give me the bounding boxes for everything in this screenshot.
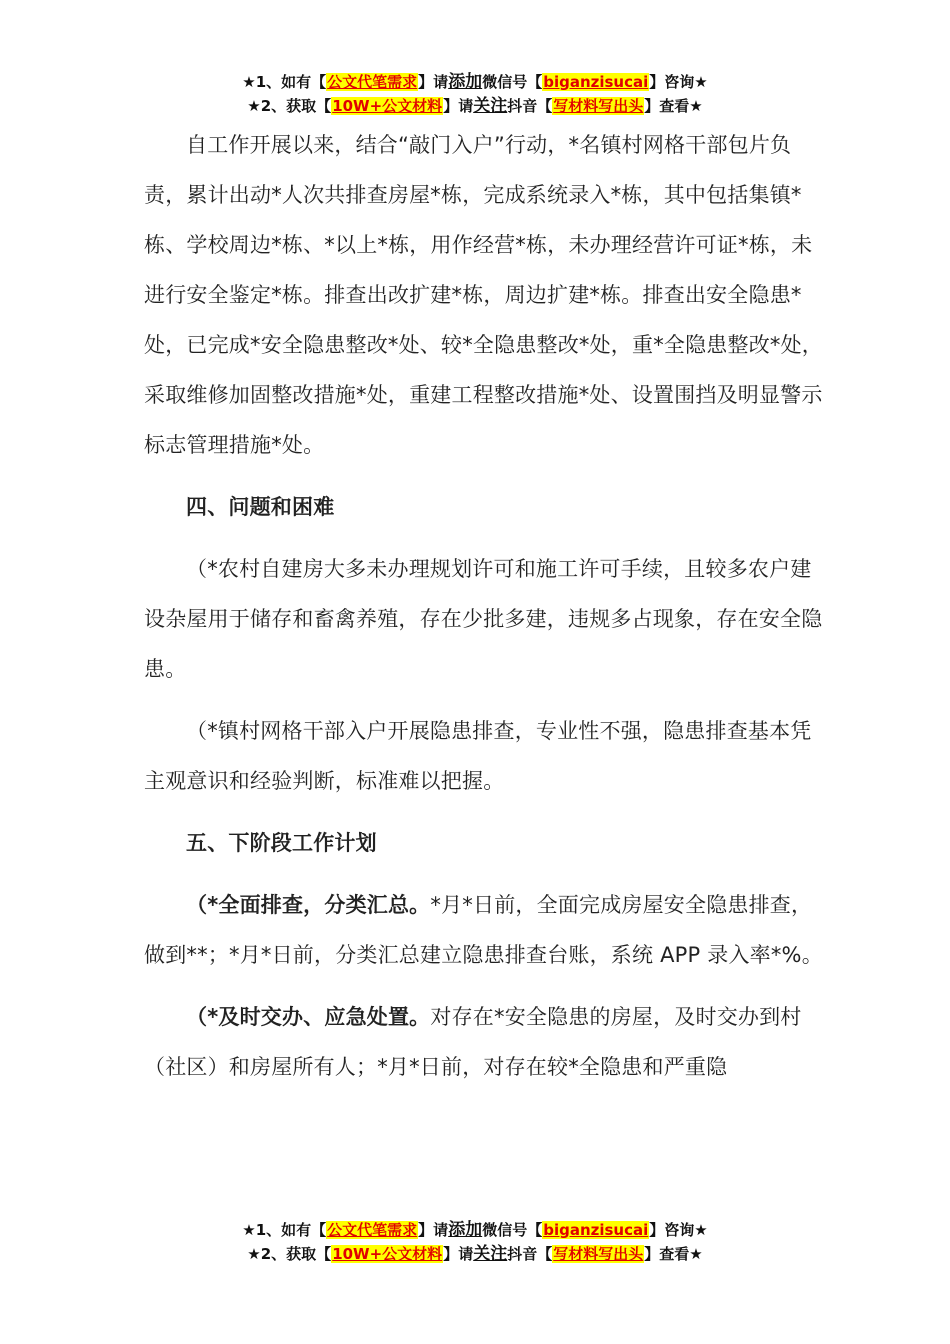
banner-text: 】请 [418,1221,449,1239]
banner-highlight: 写材料写出头 [553,1245,644,1263]
banner-text: 微信号【 [482,73,543,91]
banner-text: 】查看★ [644,1245,703,1263]
plan-1-text: *月*日前，全面完成房屋安全隐患排查，做到**；*月*日前，分类汇总建立隐患排查台账，系统 APP 录入率*%。 [144,893,823,967]
banner-text: 】请 [443,1245,474,1263]
document-body [144,120,824,1092]
banner-highlight: 10W+公文材料 [332,97,443,115]
banner-text: 】咨询★ [649,73,708,91]
banner-line-1 [0,1218,950,1242]
banner-text: 】请 [443,97,474,115]
banner-highlight: 写材料写出头 [553,97,644,115]
banner-text: 微信号【 [482,1221,543,1239]
banner-text: ★2、获取【 [247,97,332,115]
banner-highlight: 公文代笔需求 [327,1221,418,1239]
top-banner [0,70,950,118]
banner-text: 】查看★ [644,97,703,115]
plan-2-text: 对存在*安全隐患的房屋，及时交办到村（社区）和房屋所有人；*月*日前，对存在较*全隐患和严重隐 [144,1005,802,1079]
banner-text: ★2、获取【 [247,1245,332,1263]
bottom-banner [0,1218,950,1266]
banner-highlight: biganzisucai [543,73,649,91]
banner-text: 抖音【 [507,97,553,115]
section-heading-plan: 五、下阶段工作计划 [186,831,377,855]
banner-text: ★1、如有【 [242,1221,327,1239]
banner-highlight: biganzisucai [543,1221,649,1239]
banner-text: 】咨询★ [649,1221,708,1239]
banner-text: 】请 [418,73,449,91]
section-heading-problems: 四、问题和困难 [186,495,335,519]
banner-highlight: 10W+公文材料 [332,1245,443,1263]
banner-underline: 添加 [448,72,483,92]
banner-line-2 [0,94,950,118]
banner-text: 抖音【 [507,1245,553,1263]
paragraph-plan-1 [144,880,824,980]
paragraph-plan-2 [144,992,824,1092]
banner-underline: 关注 [473,96,508,116]
banner-text: ★1、如有【 [242,73,327,91]
banner-underline: 关注 [473,1244,508,1264]
paragraph-problem-2: （*镇村网格干部入户开展隐患排查，专业性不强，隐患排查基本凭主观意识和经验判断，标准难以把握。 [144,719,812,793]
plan-1-lead: （*全面排查，分类汇总。 [186,893,431,917]
banner-highlight: 公文代笔需求 [327,73,418,91]
banner-underline: 添加 [448,1220,483,1240]
paragraph-problem-1: （*农村自建房大多未办理规划许可和施工许可手续，且较多农户建设杂屋用于储存和畜禽养殖，存在少批多建，违规多占现象，存在安全隐患。 [144,557,823,681]
banner-line-1 [0,70,950,94]
paragraph-progress: 自工作开展以来，结合“敲门入户”行动，*名镇村网格干部包片负责，累计出动*人次共排查房屋*栋，完成系统录入*栋，其中包括集镇*栋、学校周边*栋、*以上*栋，用作经营*栋，未办理经营许可证*栋，未进行安全鉴定*栋。排查出改扩建*栋，周边扩建*栋。排查出安全隐患*处，已完成*安全隐患整改*处、较*全隐患整改*处，重*全隐患整改*处，采取维修加固整改措施*处，重建工程整改措施*处、设置围挡及明显警示标志管理措施*处。 [144,133,823,457]
plan-2-lead: （*及时交办、应急处置。 [186,1005,431,1029]
banner-line-2 [0,1242,950,1266]
